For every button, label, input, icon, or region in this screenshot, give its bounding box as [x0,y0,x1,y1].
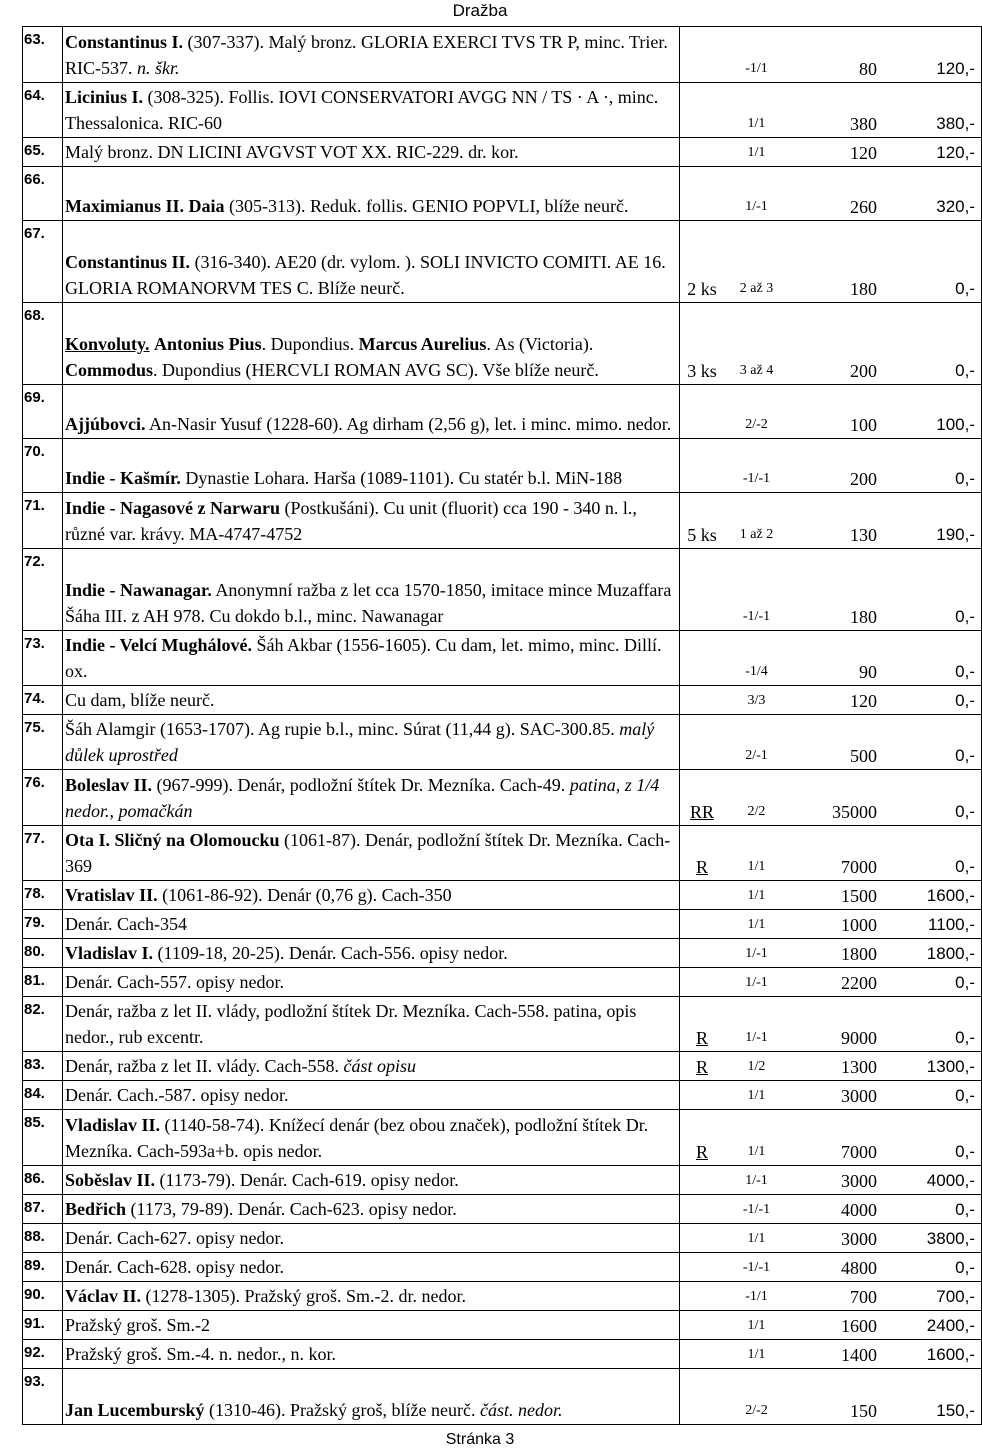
lot-sold-price: 1600,- [885,1340,982,1369]
lot-number: 66. [23,167,63,221]
lot-rarity [680,1311,725,1340]
lot-number: 67. [23,221,63,303]
lot-number: 84. [23,1081,63,1110]
lot-sold-price: 0,- [885,997,982,1052]
lot-number: 88. [23,1224,63,1253]
lot-rarity [680,1282,725,1311]
description-fragment: (1310-46). Pražský groš, blíže neurč. [204,1400,480,1420]
lot-number: 64. [23,83,63,138]
lot-grade: -1/4 [724,631,789,686]
lot-description [63,770,680,826]
lot-number: 69. [23,385,63,439]
description-fragment: Cu dam, blíže neurč. [65,690,215,710]
lot-sold-price: 0,- [885,303,982,385]
lot-row [23,138,982,167]
lot-sold-price: 1600,- [885,881,982,910]
description-fragment: (1061-86-92). Denár (0,76 g). Cach-350 [157,885,452,905]
lot-number: 68. [23,303,63,385]
description-fragment: Šáh Alamgir (1653-1707). Ag rupie b.l., minc. Súrat (11,44 g). SAC-300.85. [65,719,620,739]
lot-sold-price: 4000,- [885,1166,982,1195]
lot-sold-price: 320,- [885,167,982,221]
lot-number: 72. [23,549,63,631]
lot-start-price: 200 [789,303,885,385]
description-fragment: Marcus Aurelius [358,334,487,354]
lot-grade: 2/2 [724,770,789,826]
description-fragment: Denár. Cach-627. opisy nedor. [65,1228,284,1248]
lot-number: 89. [23,1253,63,1282]
lot-sold-price: 0,- [885,1081,982,1110]
lot-rarity: RR [680,770,725,826]
lot-sold-price: 380,- [885,83,982,138]
description-fragment: Václav II. [65,1286,141,1306]
lot-number: 79. [23,910,63,939]
lot-sold-price: 1800,- [885,939,982,968]
lot-row [23,83,982,138]
lot-row [23,968,982,997]
lot-row [23,939,982,968]
lot-row [23,549,982,631]
page-footer: Stránka 3 [445,1431,515,1448]
lot-description [63,1224,680,1253]
lot-description [63,686,680,715]
description-fragment: Malý bronz. DN LICINI AVGVST VOT XX. RIC-229. dr. kor. [65,142,519,162]
lot-sold-price: 0,- [885,549,982,631]
lot-row [23,826,982,881]
lot-description [63,1052,680,1081]
description-fragment: patina, z 1/4 nedor. [65,775,660,821]
description-fragment: část opisu [343,1056,416,1076]
lot-row [23,1110,982,1166]
description-fragment: Ota I. Sličný na Olomoucku [65,830,280,850]
lot-row [23,1195,982,1224]
lot-grade: 1/-1 [724,997,789,1052]
lot-row [23,1224,982,1253]
description-fragment: Pražský groš. Sm.-4. n. nedor., n. kor. [65,1344,336,1364]
lot-rarity [680,1340,725,1369]
lot-grade: 1/1 [724,881,789,910]
lot-grade: 1/1 [724,1340,789,1369]
lot-sold-price: 0,- [885,1253,982,1282]
description-fragment: Pražský groš. Sm.-2 [65,1315,210,1335]
lot-start-price: 35000 [789,770,885,826]
description-fragment: . As (Victoria). [486,334,594,354]
lot-description [63,549,680,631]
lot-start-price: 80 [789,27,885,83]
lot-start-price: 1600 [789,1311,885,1340]
lot-start-price: 4800 [789,1253,885,1282]
lot-rarity [680,939,725,968]
description-fragment: Denár. Cach-557. opisy nedor. [65,972,284,992]
lot-grade: -1/1 [724,27,789,83]
lot-start-price: 4000 [789,1195,885,1224]
lot-row [23,27,982,83]
lot-rarity: R [680,997,725,1052]
lot-number: 78. [23,881,63,910]
lot-description [63,826,680,881]
lot-description [63,1282,680,1311]
lot-start-price: 7000 [789,826,885,881]
description-fragment: Konvoluty. [65,334,150,354]
lot-start-price: 1000 [789,910,885,939]
lot-start-price: 120 [789,138,885,167]
lot-sold-price: 120,- [885,27,982,83]
description-fragment: Šáh Akbar (1556-1605). Cu dam, let. mimo, minc. Dillí. ox. [65,635,662,681]
lot-description [63,221,680,303]
lot-description [63,303,680,385]
lot-number: 65. [23,138,63,167]
description-fragment: (305-313). Reduk. follis. GENIO POPVLI, blíže neurč. [224,196,629,216]
lot-start-price: 130 [789,493,885,549]
description-fragment: Denár, ražba z let II. vlády, podložní štítek Dr. Mezníka. Cach-558. patina, opis nedor., rub excentr. [65,1001,637,1047]
lot-start-price: 260 [789,167,885,221]
description-fragment: Soběslav II. [65,1170,156,1190]
lot-start-price: 1300 [789,1052,885,1081]
lot-grade: 1/1 [724,1110,789,1166]
lot-rarity [680,715,725,770]
lot-row [23,1311,982,1340]
lot-description [63,167,680,221]
description-fragment: . Dupondius (HERCVLI ROMAN AVG SC). Vše blíže neurč. [153,360,599,380]
lot-rarity [680,1369,725,1425]
lot-number: 82. [23,997,63,1052]
lot-grade: 1/1 [724,1311,789,1340]
description-fragment: (967-999). Denár, podložní štítek Dr. Mezníka. Cach-49. [152,775,570,795]
lot-grade: 1/1 [724,83,789,138]
lot-number: 90. [23,1282,63,1311]
description-fragment: Licinius I. [65,87,144,107]
description-fragment: Boleslav II. [65,775,153,795]
description-fragment: Vladislav I. [65,943,154,963]
lot-rarity: R [680,1110,725,1166]
lot-sold-price: 0,- [885,1195,982,1224]
lot-grade: 1/1 [724,1224,789,1253]
lot-grade: 1 až 2 [724,493,789,549]
lot-grade: -1/-1 [724,439,789,493]
lot-row [23,439,982,493]
lot-rarity: R [680,1052,725,1081]
lot-description [63,715,680,770]
lot-number: 70. [23,439,63,493]
description-fragment: Bedřich [65,1199,126,1219]
lot-row [23,221,982,303]
lot-sold-price: 3800,- [885,1224,982,1253]
lot-number: 77. [23,826,63,881]
lot-grade: 1/1 [724,826,789,881]
lot-row [23,1282,982,1311]
lot-description [63,631,680,686]
lot-number: 63. [23,27,63,83]
lot-rarity: 3 ks [680,303,725,385]
lot-start-price: 1400 [789,1340,885,1369]
description-fragment: Dynastie Lohara. Harša (1089-1101). Cu statér b.l. MiN-188 [180,468,623,488]
lot-start-price: 500 [789,715,885,770]
lot-number: 93. [23,1369,63,1425]
description-fragment: Denár. Cach-628. opisy nedor. [65,1257,284,1277]
description-fragment: (1061-87). Denár, podložní štítek Dr. Mezníka. Cach-369 [65,830,671,876]
lot-row [23,1340,982,1369]
lot-description [63,997,680,1052]
lot-row [23,493,982,549]
lot-start-price: 9000 [789,997,885,1052]
description-fragment: (1278-1305). Pražský groš. Sm.-2. dr. nedor. [141,1286,466,1306]
lot-sold-price: 190,- [885,493,982,549]
lot-description [63,138,680,167]
lot-description [63,881,680,910]
lot-row [23,686,982,715]
lot-number: 83. [23,1052,63,1081]
lot-start-price: 3000 [789,1081,885,1110]
lot-row [23,385,982,439]
lot-grade: 1/-1 [724,939,789,968]
description-fragment: malý důlek uprostřed [65,719,655,765]
lot-description [63,1166,680,1195]
description-fragment: (1140-58-74). Knížecí denár (bez obou značek), podložní štítek Dr. Mezníka. Cach-593a+b. opis nedor. [65,1115,649,1161]
lot-number: 80. [23,939,63,968]
lot-start-price: 3000 [789,1166,885,1195]
lot-start-price: 7000 [789,1110,885,1166]
lot-row [23,1166,982,1195]
lot-description [63,1369,680,1425]
lot-sold-price: 0,- [885,1110,982,1166]
lot-rarity: 2 ks [680,221,725,303]
lot-rarity [680,27,725,83]
lot-grade: 1/1 [724,910,789,939]
lot-number: 76. [23,770,63,826]
lot-sold-price: 0,- [885,715,982,770]
description-fragment: část. nedor. [479,1400,563,1420]
description-fragment: Jan Lucemburský [65,1400,205,1420]
lot-number: 75. [23,715,63,770]
lot-row [23,167,982,221]
description-fragment: n. škr. [137,58,180,78]
lot-grade: 3 až 4 [724,303,789,385]
lot-row [23,881,982,910]
lot-start-price: 180 [789,221,885,303]
lot-number: 87. [23,1195,63,1224]
description-fragment: Denár. Cach-354 [65,914,187,934]
lot-rarity [680,881,725,910]
lot-rarity [680,549,725,631]
lot-sold-price: 0,- [885,968,982,997]
lot-grade: -1/-1 [724,1195,789,1224]
lot-row [23,715,982,770]
lot-description [63,493,680,549]
lot-start-price: 200 [789,439,885,493]
lot-grade: 2/-1 [724,715,789,770]
lot-number: 73. [23,631,63,686]
lot-sold-price: 2400,- [885,1311,982,1340]
lot-grade: 3/3 [724,686,789,715]
lot-number: 71. [23,493,63,549]
description-fragment: Constantinus II. [65,252,191,272]
description-fragment: (1173-79). Denár. Cach-619. opisy nedor. [155,1170,459,1190]
lot-description [63,27,680,83]
lot-rarity [680,83,725,138]
description-fragment: pomačkán [118,801,193,821]
description-fragment: Anonymní ražba z let cca 1570-1850, imitace mince Muzaffara Šáha III. z AH 978. Cu dokdo b.l., minc. Nawanagar [65,580,672,626]
lot-sold-price: 100,- [885,385,982,439]
lot-sold-price: 0,- [885,631,982,686]
description-fragment: Denár, ražba z let II. vlády. Cach-558. [65,1056,344,1076]
lot-description [63,439,680,493]
lot-grade: 1/1 [724,138,789,167]
description-fragment: An-Nasir Yusuf (1228-60). Ag dirham (2,56 g), let. i minc. mimo. nedor. [145,414,672,434]
description-fragment: , [109,801,119,821]
lot-description [63,910,680,939]
description-fragment: (1109-18, 20-25). Denár. Cach-556. opisy nedor. [153,943,508,963]
lot-description [63,968,680,997]
lot-start-price: 1500 [789,881,885,910]
lot-grade: 1/-1 [724,167,789,221]
lot-grade: -1/-1 [724,1253,789,1282]
lot-description [63,1195,680,1224]
lot-rarity [680,1253,725,1282]
lot-grade: 2 až 3 [724,221,789,303]
description-fragment: Vladislav II. [65,1115,161,1135]
lot-sold-price: 1100,- [885,910,982,939]
lot-sold-price: 700,- [885,1282,982,1311]
lot-start-price: 180 [789,549,885,631]
lot-sold-price: 1300,- [885,1052,982,1081]
lot-row [23,1081,982,1110]
lot-rarity [680,439,725,493]
description-fragment: (316-340). AE20 (dr. vylom. ). SOLI INVICTO COMITI. AE 16. GLORIA ROMANORVM TES C. Blíže neurč. [65,252,666,298]
lot-number: 91. [23,1311,63,1340]
description-fragment: Constantinus I. [65,32,184,52]
lot-table [22,26,982,1425]
lot-row [23,1253,982,1282]
lot-grade: 2/-2 [724,1369,789,1425]
description-fragment: (307-337). Malý bronz. GLORIA EXERCI TVS TR P, minc. Trier. RIC-537. [65,32,668,78]
lot-row [23,910,982,939]
lot-row [23,1052,982,1081]
lot-sold-price: 120,- [885,138,982,167]
lot-row [23,997,982,1052]
lot-sold-price: 0,- [885,686,982,715]
page-header: Dražba [452,1,508,20]
lot-rarity [680,910,725,939]
lot-start-price: 150 [789,1369,885,1425]
lot-description [63,83,680,138]
description-fragment: (308-325). Follis. IOVI CONSERVATORI AVGG NN / TS · A ·, minc. Thessalonica. RIC-60 [65,87,659,133]
lot-sold-price: 0,- [885,770,982,826]
lot-grade: 1/1 [724,1081,789,1110]
description-fragment: Maximianus II. Daia [65,196,225,216]
lot-sold-price: 0,- [885,439,982,493]
description-fragment: Denár. Cach.-587. opisy nedor. [65,1085,289,1105]
lot-rarity [680,1224,725,1253]
description-fragment: Vratislav II. [65,885,158,905]
lot-start-price: 700 [789,1282,885,1311]
lot-row [23,770,982,826]
lot-description [63,1311,680,1340]
description-fragment: (Postkušáni). Cu unit (fluorit) cca 190 - 340 n. l., různé var. krávy. MA-4747-4752 [65,498,637,544]
lot-number: 86. [23,1166,63,1195]
description-fragment: Indie - Nawanagar. [65,580,212,600]
lot-start-price: 100 [789,385,885,439]
lot-description [63,939,680,968]
lot-number: 81. [23,968,63,997]
lot-description [63,1110,680,1166]
lot-start-price: 2200 [789,968,885,997]
description-fragment: Indie - Velcí Mughálové. [65,635,253,655]
lot-sold-price: 0,- [885,826,982,881]
lot-number: 92. [23,1340,63,1369]
lot-grade: -1/1 [724,1282,789,1311]
lot-rarity: 5 ks [680,493,725,549]
lot-description [63,385,680,439]
lot-rarity [680,138,725,167]
lot-rarity [680,631,725,686]
lot-rarity [680,385,725,439]
lot-rarity [680,167,725,221]
lot-grade: 1/-1 [724,968,789,997]
lot-grade: 2/-2 [724,385,789,439]
lot-start-price: 3000 [789,1224,885,1253]
description-fragment: Commodus [65,360,154,380]
description-fragment: (1173, 79-89). Denár. Cach-623. opisy nedor. [126,1199,457,1219]
description-fragment: . Dupondius. [261,334,359,354]
lot-grade: 1/-1 [724,1166,789,1195]
lot-sold-price: 150,- [885,1369,982,1425]
lot-grade: 1/2 [724,1052,789,1081]
lot-rarity [680,1081,725,1110]
description-fragment: Ajjúbovci. [65,414,146,434]
lot-rarity [680,1195,725,1224]
lot-row [23,1369,982,1425]
lot-start-price: 120 [789,686,885,715]
lot-start-price: 1800 [789,939,885,968]
lot-rarity [680,1166,725,1195]
lot-rarity: R [680,826,725,881]
description-fragment: Indie - Nagasové z Narwaru [65,498,280,518]
lot-start-price: 90 [789,631,885,686]
lot-grade: -1/-1 [724,549,789,631]
lot-description [63,1340,680,1369]
lot-description [63,1081,680,1110]
lot-row [23,303,982,385]
description-fragment: Indie - Kašmír. [65,468,181,488]
lot-rarity [680,686,725,715]
lot-sold-price: 0,- [885,221,982,303]
description-fragment: Antonius Pius [154,334,262,354]
lot-rarity [680,968,725,997]
lot-table-body [23,27,982,1425]
lot-description [63,1253,680,1282]
lot-row [23,631,982,686]
lot-number: 85. [23,1110,63,1166]
lot-start-price: 380 [789,83,885,138]
lot-number: 74. [23,686,63,715]
